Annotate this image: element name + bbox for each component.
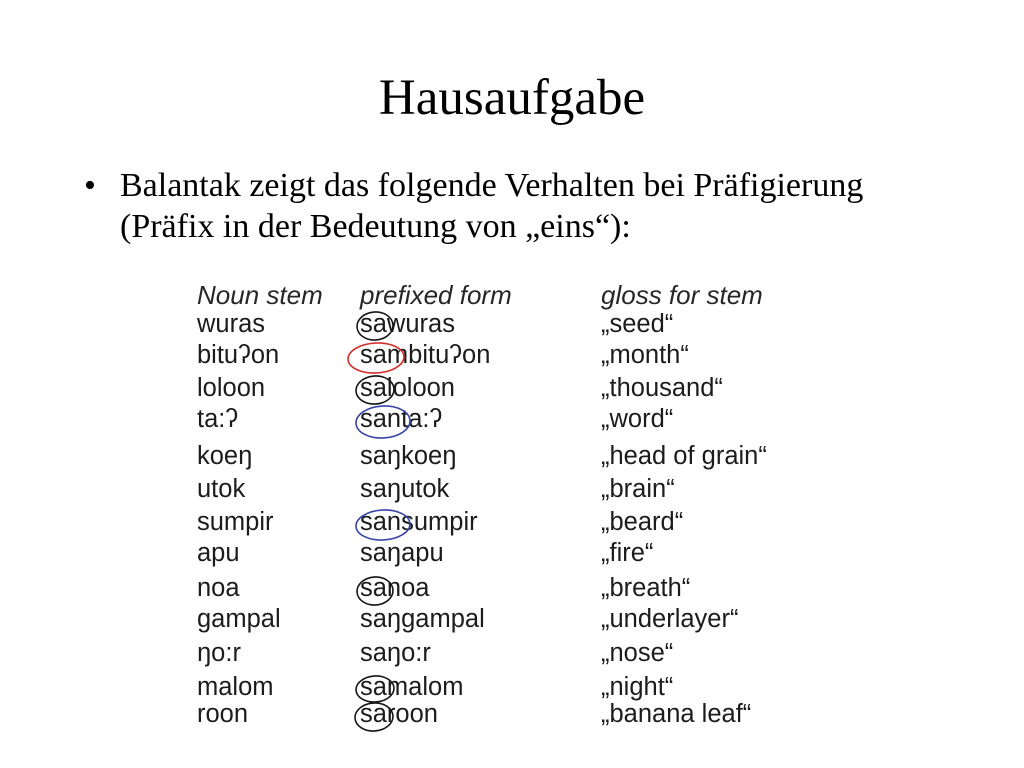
gloss: „seed“ xyxy=(601,310,674,338)
table-row xyxy=(0,441,1024,471)
prefixed-form: sanoa xyxy=(360,574,430,602)
gloss: „fire“ xyxy=(601,539,654,567)
table-row xyxy=(0,573,1024,603)
noun-stem: loloon xyxy=(197,374,266,402)
noun-stem: apu xyxy=(197,539,240,567)
noun-stem: sumpir xyxy=(197,508,274,536)
table-row xyxy=(0,309,1024,339)
gloss: „breath“ xyxy=(601,574,691,602)
noun-stem: ŋo:r xyxy=(197,639,241,667)
prefixed-form: sansumpir xyxy=(360,508,478,536)
prefixed-form: samalom xyxy=(360,673,464,701)
prefixed-form: sambituʔon xyxy=(360,341,491,369)
noun-stem: koeŋ xyxy=(197,442,253,470)
header-gloss: gloss for stem xyxy=(601,280,763,310)
table-header xyxy=(0,280,1024,310)
table-row xyxy=(0,404,1024,434)
gloss: „banana leaf“ xyxy=(601,700,752,728)
gloss: „underlayer“ xyxy=(601,605,739,633)
gloss: „nose“ xyxy=(601,639,674,667)
table-row xyxy=(0,638,1024,668)
gloss: „word“ xyxy=(601,405,674,433)
prefixed-form: saŋkoeŋ xyxy=(360,442,457,470)
prefixed-form: saroon xyxy=(360,700,438,728)
header-prefixed-form: prefixed form xyxy=(360,280,512,310)
bullet-line: Balantak zeigt das folgende Verhalten bei Präfigierung xyxy=(120,167,864,204)
gloss: „beard“ xyxy=(601,508,684,536)
table-row xyxy=(0,699,1024,729)
prefixed-form: sawuras xyxy=(360,310,455,338)
noun-stem: utok xyxy=(197,475,246,503)
table-row xyxy=(0,507,1024,537)
gloss: „brain“ xyxy=(601,475,675,503)
prefixed-form: saloloon xyxy=(360,374,455,402)
gloss: „month“ xyxy=(601,341,689,369)
noun-stem: wuras xyxy=(197,310,266,338)
table-row xyxy=(0,474,1024,504)
bullet-text xyxy=(120,165,863,247)
noun-stem: malom xyxy=(197,673,274,701)
prefixed-form: saŋutok xyxy=(360,475,450,503)
prefixed-form: saŋo:r xyxy=(360,639,431,667)
prefixed-form: santa:ʔ xyxy=(360,405,443,433)
bullet-line: (Präfix in der Bedeutung von „eins“): xyxy=(120,208,631,245)
prefixed-form: saŋapu xyxy=(360,539,444,567)
table-row xyxy=(0,538,1024,568)
noun-stem: roon xyxy=(197,700,249,728)
noun-stem: gampal xyxy=(197,605,281,633)
table-row xyxy=(0,604,1024,634)
prefixed-form: saŋgampal xyxy=(360,605,485,633)
noun-stem: bituʔon xyxy=(197,341,280,369)
table-row xyxy=(0,672,1024,702)
table-row xyxy=(0,373,1024,403)
table-row xyxy=(0,340,1024,370)
gloss: „head of grain“ xyxy=(601,442,767,470)
bullet-icon: • xyxy=(84,167,96,204)
slide-title: Hausaufgabe xyxy=(378,70,646,126)
noun-stem: ta:ʔ xyxy=(197,405,239,433)
gloss: „thousand“ xyxy=(601,374,723,402)
noun-stem: noa xyxy=(197,574,240,602)
gloss: „night“ xyxy=(601,673,674,701)
header-noun-stem: Noun stem xyxy=(197,280,323,310)
